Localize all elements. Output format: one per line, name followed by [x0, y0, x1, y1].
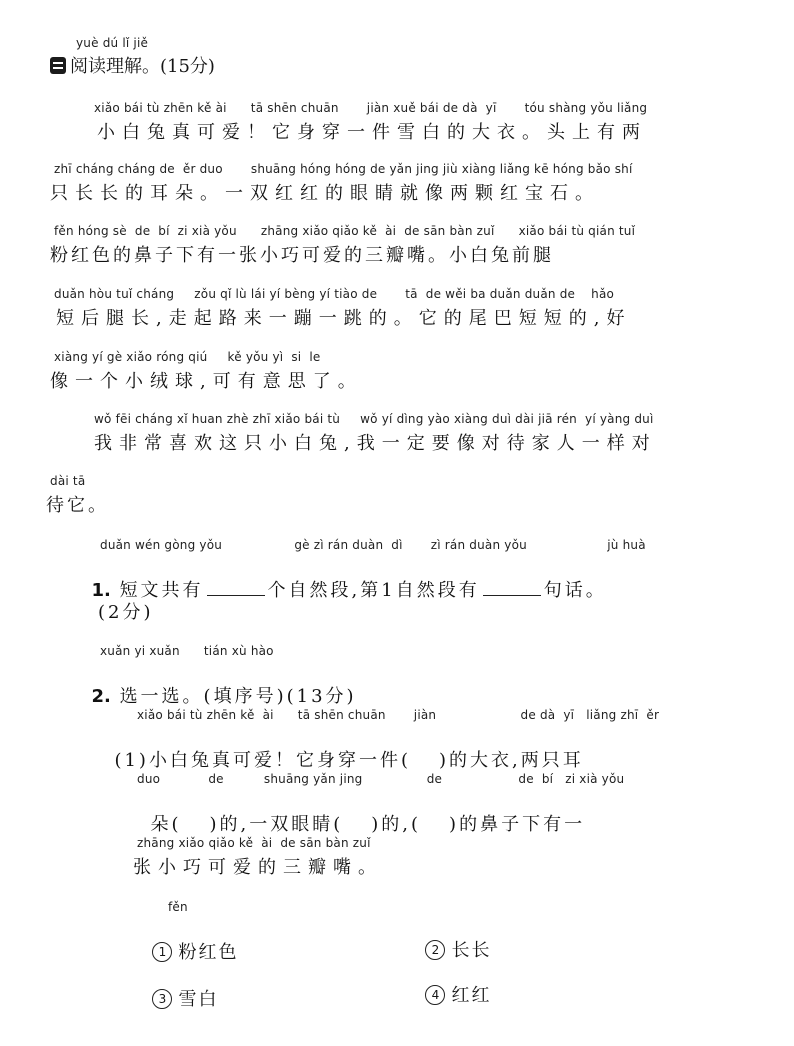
passage-line-5: 像一个小绒球,可有意思了。	[50, 371, 363, 392]
passage-pinyin-3: fěn hóng sè de bí zi xià yǒu zhāng xiǎo qiǎo kě ài de sān bàn zuǐ xiǎo bái tù qián tuǐ	[54, 224, 636, 238]
q1-line	[74, 555, 607, 602]
option-2[interactable]	[410, 915, 491, 962]
q2-sub-2-text-a: 朵(	[150, 814, 182, 835]
section-title	[50, 52, 215, 78]
passage-pinyin-7: dài tā	[50, 474, 86, 488]
q2-line	[74, 661, 357, 708]
section-three-icon	[50, 57, 66, 74]
q2-sub-2-text-c: )的,(	[371, 814, 422, 835]
q2-number: 2.	[91, 686, 111, 707]
q2-sub-line-2	[133, 789, 585, 836]
q2-text: 选一选。(填序号)(13分)	[119, 686, 357, 707]
passage-line-3: 粉红色的鼻子下有一张小巧可爱的三瓣嘴。小白兔前腿	[50, 245, 554, 266]
option-3-mark: 3	[152, 989, 172, 1009]
passage-pinyin-4: duǎn hòu tuǐ cháng zǒu qǐ lù lái yí bèng yí tiào de tā de wěi ba duǎn duǎn de hǎo	[54, 287, 615, 301]
q2-sub-2-text-b: )的,一双眼睛(	[209, 814, 344, 835]
option-4[interactable]	[410, 960, 491, 1007]
q1-blank-sentences[interactable]	[483, 581, 541, 596]
q2-sub-1-text-b: )的大衣,两只耳	[438, 750, 584, 771]
option-1-text: 粉红色	[178, 942, 239, 963]
passage-line-7: 待它。	[46, 495, 109, 516]
q1-blank-paragraphs[interactable]	[207, 581, 265, 596]
q2-sub-line-3: 张小巧可爱的三瓣嘴。	[133, 857, 383, 878]
q2-sub-pinyin-2: duo de shuāng yǎn jing de de bí zi xià yǒu	[137, 772, 625, 786]
q1-pinyin: duǎn wén gòng yǒu gè zì rán duàn dì zì rán duàn yǒu jù huà	[100, 538, 646, 552]
passage-line-6: 我非常喜欢这只小白兔,我一定要像对待家人一样对	[94, 433, 657, 454]
passage-pinyin-2: zhī cháng cháng de ěr duo shuāng hóng hóng de yǎn jing jiù xiàng liǎng kē hóng bǎo shí	[54, 162, 633, 176]
q2-sub-1-text-a: (1)小白兔真可爱！它身穿一件(	[114, 750, 411, 771]
passage-pinyin-6: wǒ fēi cháng xǐ huan zhè zhī xiǎo bái tù wǒ yí dìng yào xiàng duì dài jiā rén yí yàng duì	[94, 412, 654, 426]
q2-sub-line-1	[97, 725, 584, 772]
passage-line-1: 小白兔真可爱！它身穿一件雪白的大衣。头上有两	[97, 122, 647, 143]
q1-text-a: 短文共有	[119, 580, 204, 601]
option-4-text: 红红	[451, 985, 492, 1006]
q2-pinyin: xuǎn yi xuǎn tián xù hào	[100, 644, 274, 658]
passage-pinyin-5: xiàng yí gè xiǎo róng qiú kě yǒu yì si le	[54, 350, 321, 364]
passage-line-2: 只长长的耳朵。一双红红的眼睛就像两颗红宝石。	[50, 183, 600, 204]
option-1-mark: 1	[152, 942, 172, 962]
q1-text-c: 句话。	[543, 580, 607, 601]
passage-line-4: 短后腿长,走起路来一蹦一跳的。它的尾巴短短的,好	[56, 308, 632, 329]
option-3[interactable]	[137, 964, 218, 1011]
q2-sub-pinyin-3: zhāng xiǎo qiǎo kě ài de sān bàn zuǐ	[137, 836, 371, 850]
q1-number: 1.	[91, 580, 111, 601]
option-1[interactable]	[137, 917, 238, 964]
option-4-mark: 4	[425, 985, 445, 1005]
option-3-text: 雪白	[178, 989, 219, 1010]
section-title-text: 阅读理解。(15分)	[70, 56, 215, 77]
option-2-text: 长长	[451, 940, 492, 961]
q1-score: (2分)	[98, 602, 154, 623]
passage-pinyin-1: xiǎo bái tù zhēn kě ài tā shēn chuān jiàn xuě bái de dà yī tóu shàng yǒu liǎng	[94, 101, 648, 115]
option-2-mark: 2	[425, 940, 445, 960]
q2-sub-pinyin-1: xiǎo bái tù zhēn kě ài tā shēn chuān jiàn de dà yī liǎng zhī ěr	[137, 708, 660, 722]
section-pinyin: yuè dú lǐ jiě	[76, 36, 149, 50]
option-1-pinyin: fěn	[168, 900, 188, 914]
q2-sub-2-text-d: )的鼻子下有一	[449, 814, 586, 835]
q1-text-b: 个自然段,第1自然段有	[267, 580, 480, 601]
